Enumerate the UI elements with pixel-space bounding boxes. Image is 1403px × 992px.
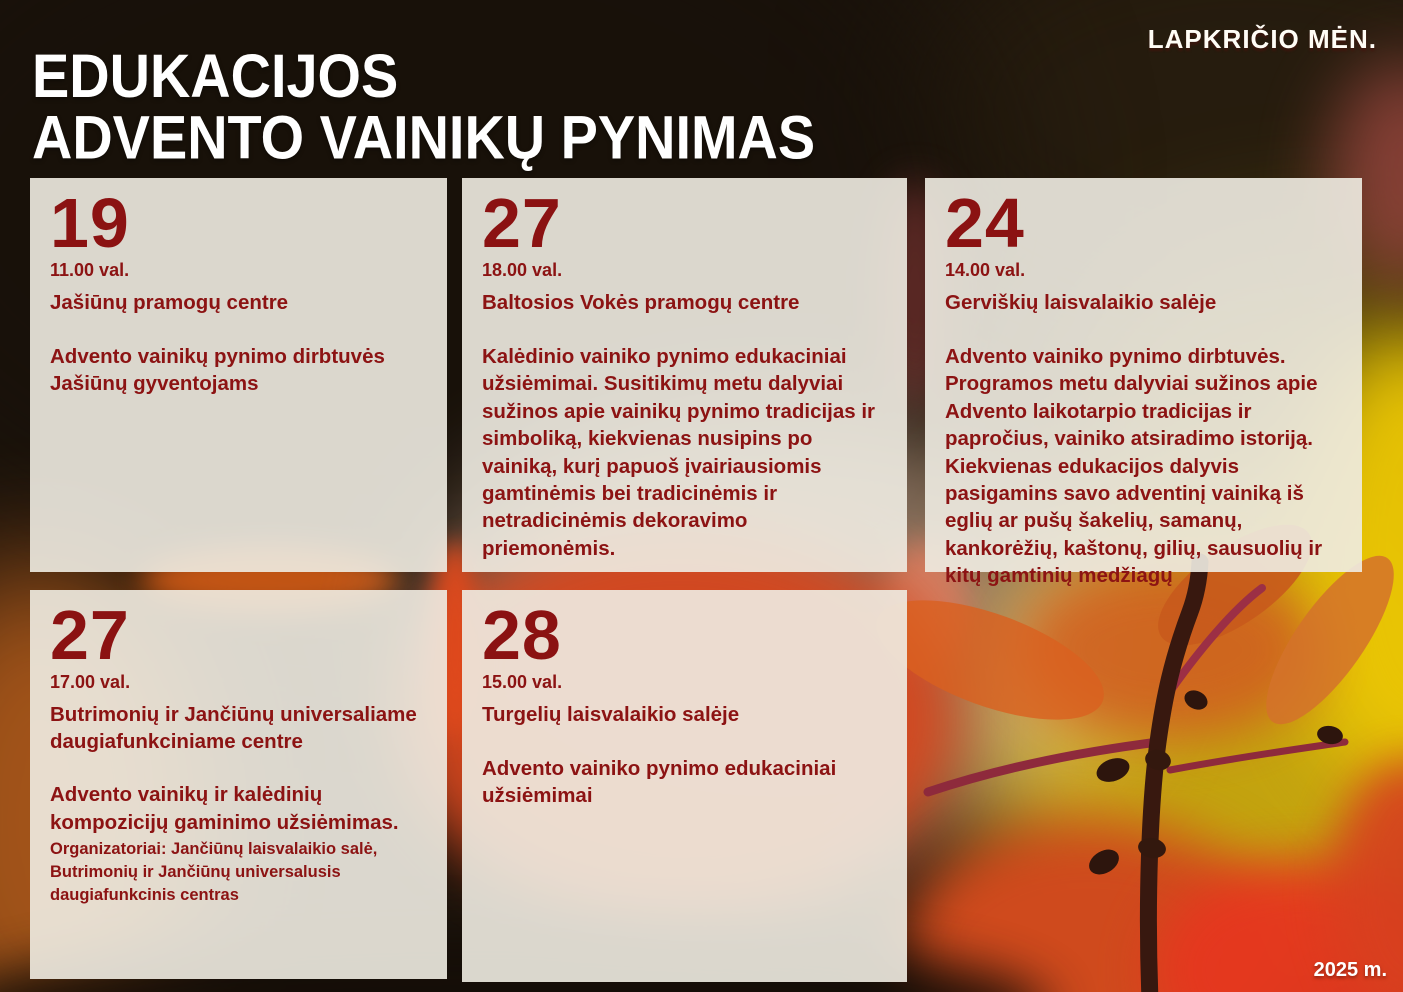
event-venue: Baltosios Vokės pramogų centre xyxy=(482,291,800,314)
event-day: 19 xyxy=(50,184,130,262)
year-label: 2025 m. xyxy=(1313,959,1387,981)
event-description: Advento vainikų pynimo dirbtuvės Jašiūnų gyventojams xyxy=(50,344,385,396)
event-venue: Gerviškių laisvalaikio salėje xyxy=(945,291,1217,314)
event-card-19 xyxy=(30,178,447,572)
event-description: Advento vainikų ir kalėdinių kompozicijų gaminimo užsiėmimas. xyxy=(50,783,399,834)
event-time: 17.00 val. xyxy=(50,672,131,692)
event-card-24 xyxy=(925,178,1362,588)
event-venue: Jašiūnų pramogų centre xyxy=(50,291,289,314)
title-line2: ADVENTO VAINIKŲ PYNIMAS xyxy=(32,103,816,173)
event-card-28 xyxy=(462,590,907,982)
event-description: Advento vainiko pynimo edukaciniai užsiėmimai xyxy=(482,756,837,808)
event-organizers-note: Organizatoriai: Jančiūnų laisvalaikio salė, Butrimonių ir Jančiūnų universalusis daugiafunkcinis centras xyxy=(50,840,378,904)
poster-title xyxy=(32,41,816,173)
event-time: 18.00 val. xyxy=(482,260,563,280)
event-venue: Butrimonių ir Jančiūnų universaliame daugiafunkciniame centre xyxy=(50,703,417,753)
event-day: 27 xyxy=(50,596,130,674)
event-time: 11.00 val. xyxy=(50,260,130,280)
month-label: LAPKRIČIO MĖN. xyxy=(1147,24,1377,54)
event-day: 27 xyxy=(482,184,562,262)
title-line1: EDUKACIJOS xyxy=(32,41,399,111)
event-time: 15.00 val. xyxy=(482,672,563,692)
event-description: Advento vainiko pynimo dirbtuvės. Programos metu dalyviai sužinos apie Advento laikotarpio tradicijas ir papročius, vainiko atsiradimo istoriją. Kiekvienas edukacijos dalyvis pasigamins savo adventinį vainiką iš eglių ar pušų šakelių, samanų, kankorėžių, kaštonų, gilių, sausuolių ir kitų gamtinių medžiagų xyxy=(945,344,1323,588)
event-time: 14.00 val. xyxy=(945,260,1026,280)
event-card-27a xyxy=(462,178,907,572)
event-description: Kalėdinio vainiko pynimo edukaciniai užsiėmimai. Susitikimų metu dalyviai sužinos apie vainikų pynimo tradicijas ir simboliką, kiekvienas nusipins po vainiką, kurį papuoš įvairiausiomis gamtinėmis bei tradicinėmis ir netradicinėmis dekoravimo priemonėmis. xyxy=(482,344,876,560)
event-venue: Turgelių laisvalaikio salėje xyxy=(482,703,740,726)
event-card-27b xyxy=(30,590,447,979)
event-day: 24 xyxy=(945,184,1025,262)
event-day: 28 xyxy=(482,596,562,674)
